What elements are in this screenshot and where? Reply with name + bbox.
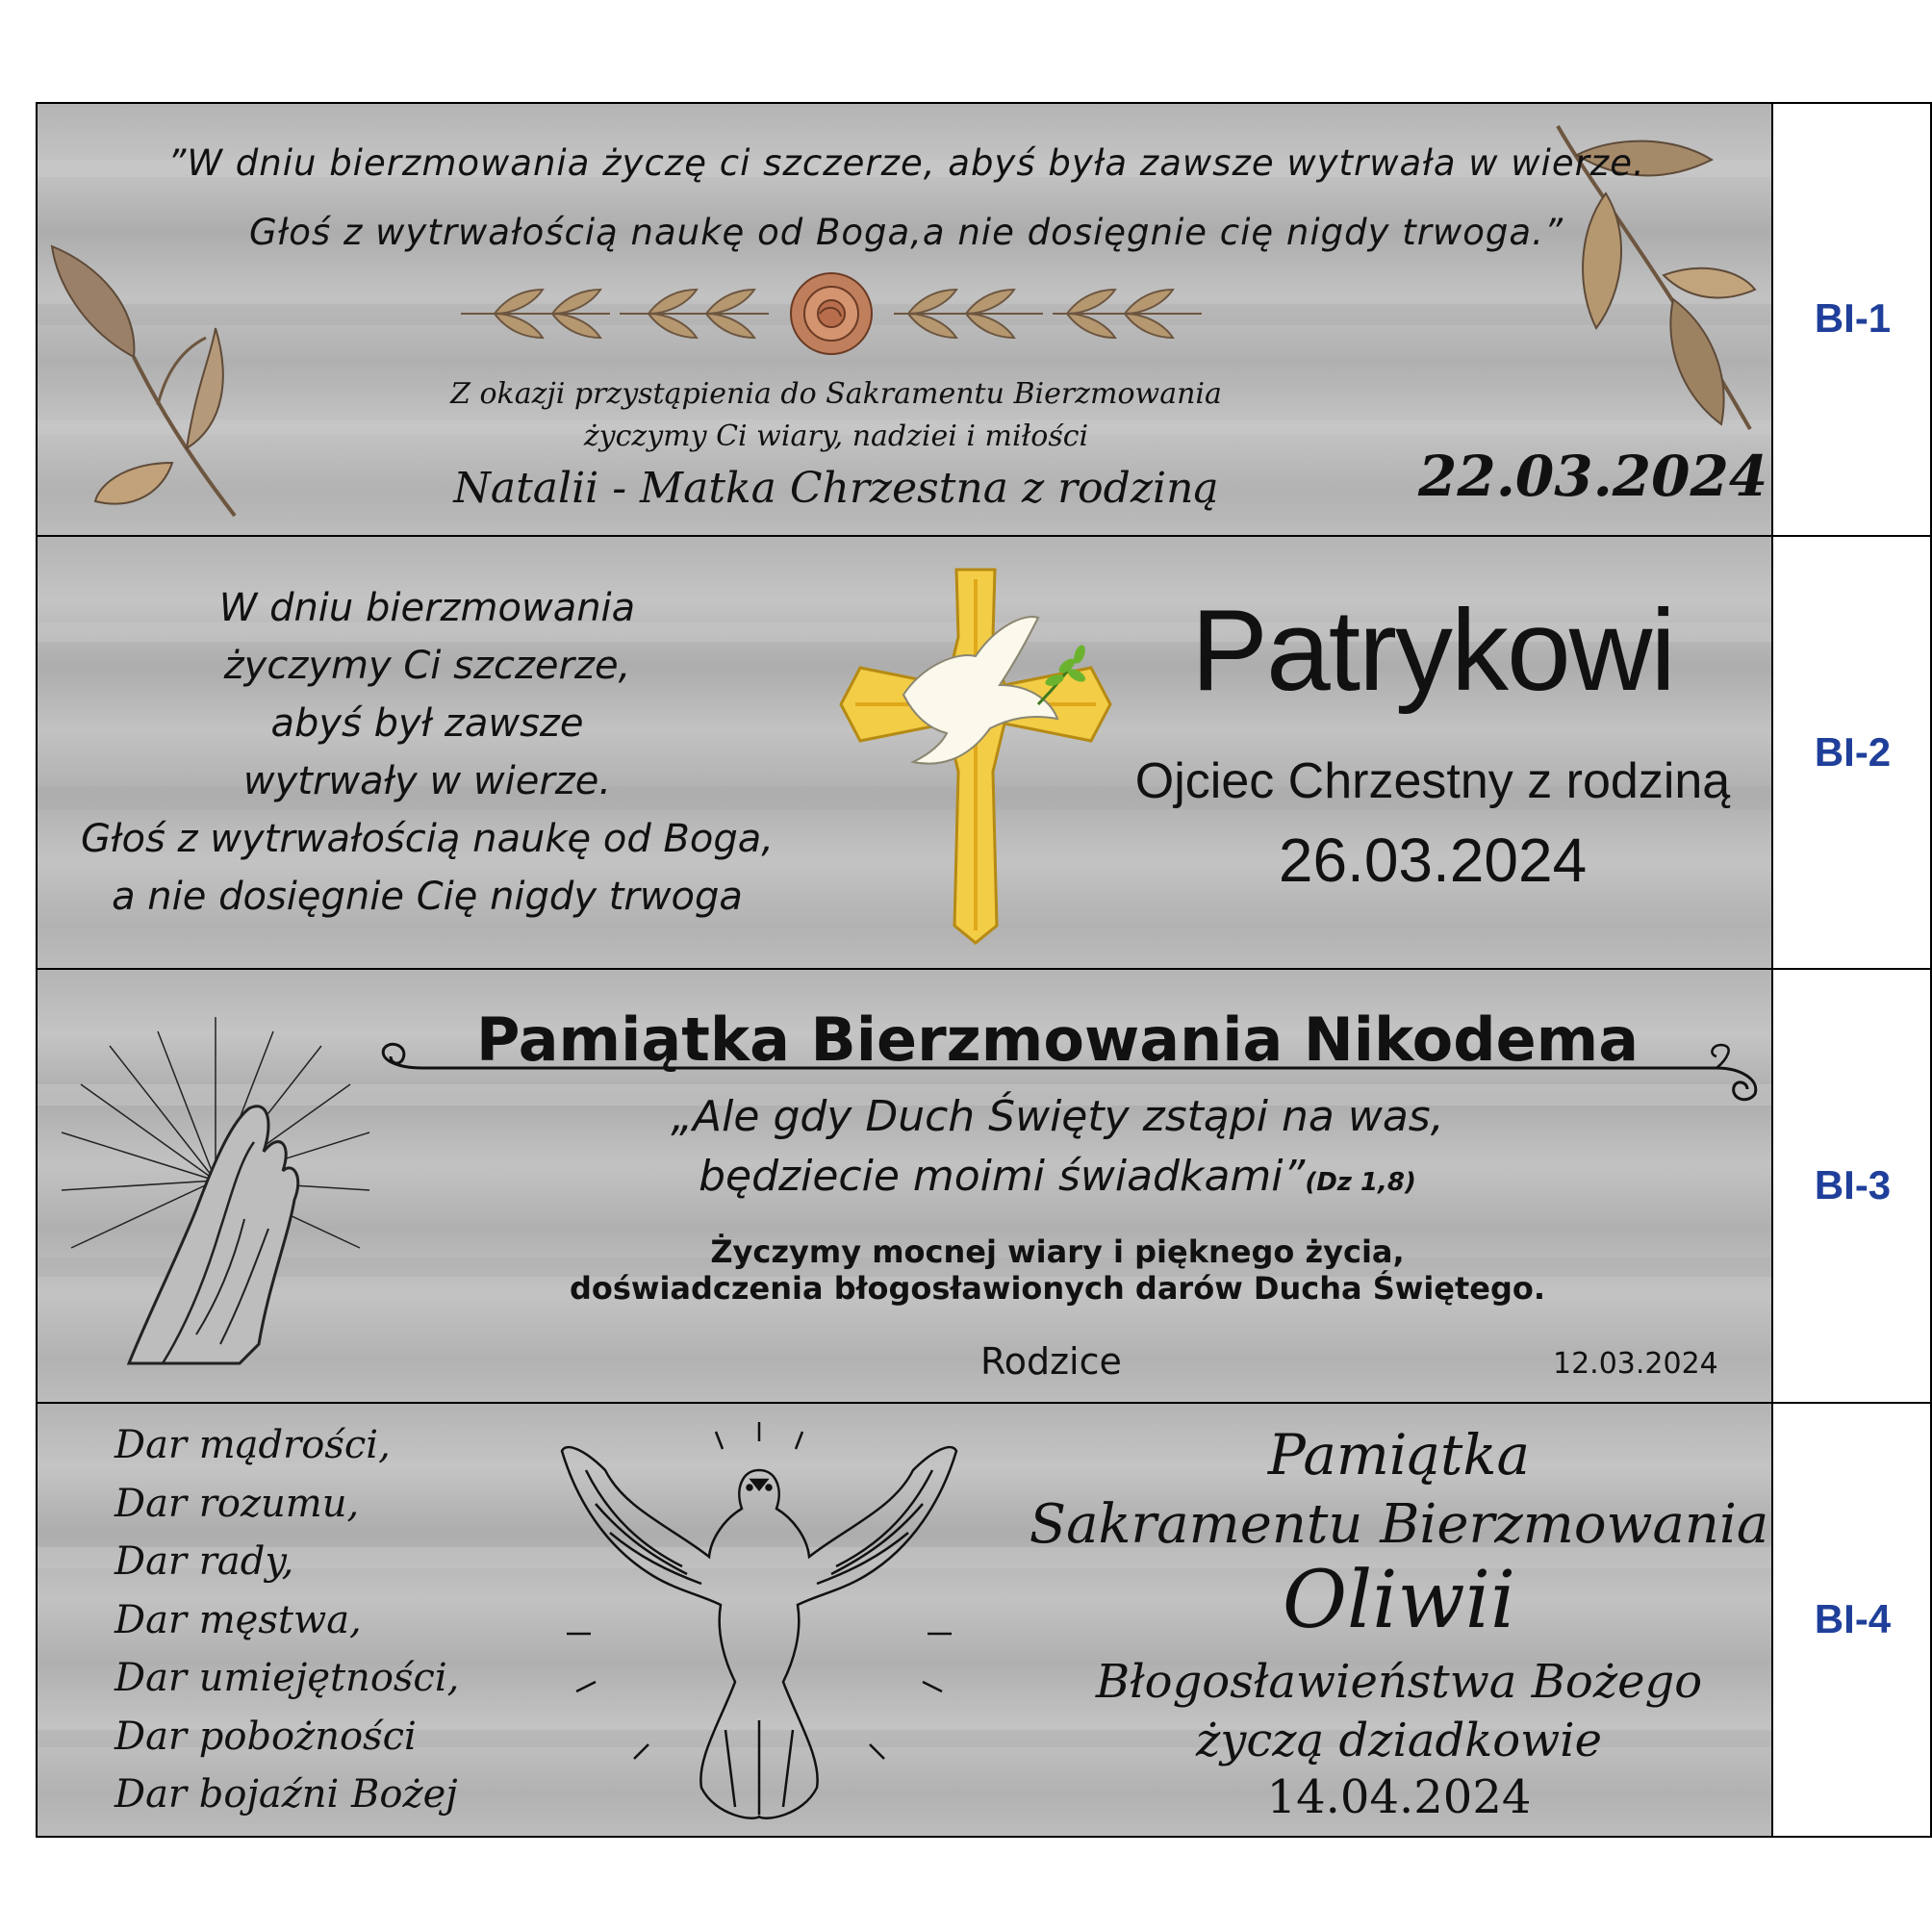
verse-line: a nie dosięgnie Cię nigdy trwoga [112, 875, 743, 919]
quote-line-1: ”W dniu bierzmowania życzę ci szczerze, abyś była zawsze wytrwała w wierze. [167, 142, 1645, 184]
verse-line: wytrwały w wierze. [242, 759, 612, 803]
plate-code-label: BI-4 [1814, 1596, 1892, 1641]
plate-code-label: BI-2 [1814, 729, 1892, 775]
verse-line: życzymy Ci szczerze, [223, 644, 631, 688]
dedication: Natalii - Matka Chrzestna z rodziną [453, 464, 1219, 513]
gift-item: Dar rozumu, [114, 1481, 360, 1526]
from-line: Rodzice [980, 1340, 1122, 1383]
gift-item: Dar mądrości, [114, 1423, 391, 1467]
wish-line-1: Błogosławieństwa Bożego [1095, 1655, 1703, 1709]
recipient-name: Oliwii [1282, 1555, 1516, 1646]
plates-frame [36, 102, 1932, 1838]
gift-item: Dar męstwa, [114, 1597, 362, 1642]
wish-line-1: Życzymy mocnej wiary i pięknego życia, [710, 1233, 1405, 1270]
row-divider [36, 535, 1932, 537]
gift-item: Dar umiejętności, [114, 1656, 460, 1700]
verse-line: W dniu bierzmowania [218, 586, 636, 630]
verse-line: Głoś z wytrwałością naukę od Boga, [81, 817, 774, 861]
wish-line-2: życzą dziadkowie [1196, 1714, 1602, 1767]
plate-date: 22.03.2024 [1418, 444, 1768, 509]
gift-item: Dar bojaźni Bożej [114, 1772, 458, 1817]
row-divider [36, 1402, 1932, 1404]
verse-line: abyś był zawsze [270, 701, 584, 746]
gift-item: Dar rady, [114, 1539, 294, 1584]
plate-code-label: BI-1 [1814, 295, 1892, 341]
plate-date: 26.03.2024 [1278, 826, 1588, 895]
title-line-2: Sakramentu Bierzmowania [1029, 1493, 1769, 1556]
occasion-line-1: Z okazji przystąpienia do Sakramentu Bierzmowania [450, 377, 1222, 411]
plate-date: 14.04.2024 [1266, 1770, 1532, 1824]
from-line: Ojciec Chrzestny z rodziną [1134, 753, 1731, 809]
quote-line-2: Głoś z wytrwałością naukę od Boga,a nie dosięgnie cię nigdy trwoga.” [249, 212, 1563, 253]
quote-line-1: „Ale gdy Duch Święty zstąpi na was, [671, 1092, 1444, 1141]
plate-code-label: BI-3 [1814, 1162, 1892, 1208]
plate-date: 12.03.2024 [1553, 1347, 1718, 1381]
quote-reference: (Dz 1,8) [1305, 1168, 1416, 1197]
quote-line-2: będziecie moimi świadkami” [699, 1152, 1306, 1201]
recipient-name: Patrykowi [1190, 586, 1675, 715]
title-line-1: Pamiątka [1267, 1422, 1531, 1487]
occasion-line-2: życzymy Ci wiary, nadziei i miłości [583, 419, 1089, 453]
gift-item: Dar pobożności [114, 1714, 417, 1759]
wish-line-2: doświadczenia błogosławionych darów Ducha Świętego. [569, 1270, 1546, 1307]
row-divider [36, 968, 1932, 970]
plate-title: Pamiątka Bierzmowania Nikodema [475, 1004, 1640, 1075]
